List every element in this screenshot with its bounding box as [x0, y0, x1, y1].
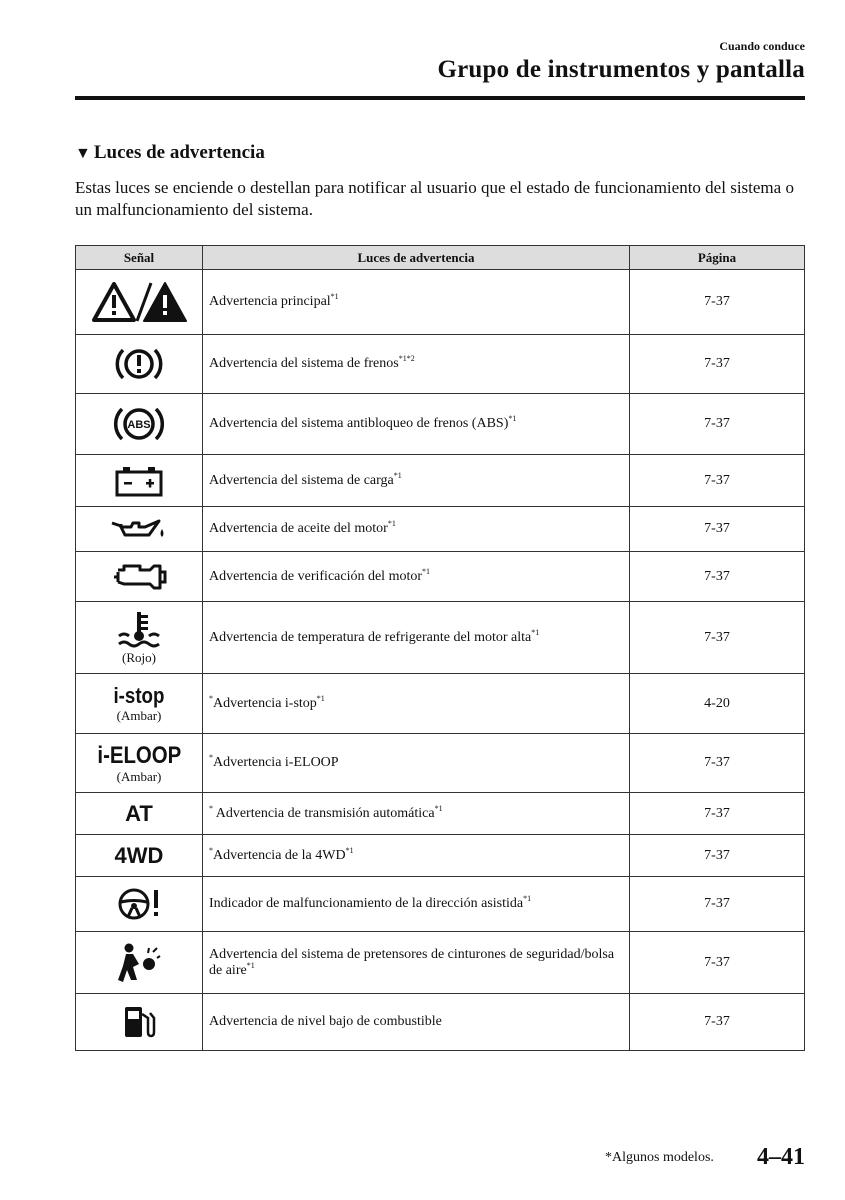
prefix-asterisk: *: [209, 803, 213, 813]
warning-label: Indicador de malfuncionamiento de la dirección asistida: [209, 896, 524, 911]
signal-cell: [76, 507, 203, 552]
page-cell: 7-37: [630, 335, 805, 394]
footnote-ref: *1: [393, 470, 402, 480]
page-cell: 7-37: [630, 835, 805, 877]
warning-label-cell: [203, 394, 630, 455]
warning-label: Advertencia i-ELOOP: [213, 755, 339, 770]
signal-cell: [76, 455, 203, 507]
table-row: [76, 507, 805, 552]
table-row: [76, 270, 805, 335]
warning-label-cell: [203, 793, 630, 835]
header-signal: Señal: [76, 246, 203, 270]
table-row: [76, 394, 805, 455]
section-label: Cuando conduce: [719, 39, 805, 53]
sub-heading-text: Luces de advertencia: [93, 142, 265, 163]
header-warning-lights: Luces de advertencia: [203, 246, 630, 270]
page-cell: 7-37: [630, 793, 805, 835]
warning-label-cell: [203, 507, 630, 552]
warning-label: Advertencia de temperatura de refrigerante del motor alta: [209, 629, 532, 645]
warning-label-cell: [203, 455, 630, 507]
warning-label-cell: [203, 994, 630, 1051]
page-cell: 7-37: [630, 877, 805, 932]
table-row: [76, 793, 805, 835]
abs-icon-text: ABS: [127, 419, 151, 431]
warning-label: Advertencia principal: [209, 294, 331, 309]
prefix-asterisk: *: [209, 845, 213, 855]
signal-cell: [76, 793, 203, 835]
footnote-ref: *1: [246, 960, 255, 970]
warning-label-cell: [203, 734, 630, 793]
footnote: *Algunos modelos.: [605, 1150, 714, 1165]
signal-cell: [76, 734, 203, 793]
4wd-icon: 4WD: [114, 842, 164, 868]
sub-heading: [75, 142, 265, 164]
warning-label: Advertencia de verificación del motor: [209, 568, 423, 584]
signal-cell: [76, 932, 203, 994]
table-header-row: [76, 246, 805, 270]
warning-label: Advertencia del sistema de carga: [209, 472, 394, 488]
title-rule: [75, 96, 805, 100]
signal-cell: [76, 674, 203, 734]
i-stop-icon: i-stop: [113, 683, 165, 708]
header-page: Página: [630, 246, 805, 270]
warning-label-cell: [203, 877, 630, 932]
brake-warning-icon: [113, 344, 165, 384]
warning-label: Advertencia del sistema de pretensores de cinturones de seguridad/bolsa de aire: [209, 946, 615, 978]
warning-label: Advertencia de nivel bajo de combustible: [209, 1014, 442, 1029]
i-eloop-icon: i-ELOOP: [97, 741, 181, 769]
power-steering-icon: [114, 886, 164, 922]
warning-label: Advertencia de la 4WD: [213, 847, 346, 863]
page-cell: 7-37: [630, 994, 805, 1051]
table-row: [76, 674, 805, 734]
footnote-ref: *1: [387, 519, 396, 528]
footnote-ref: *1: [422, 566, 431, 576]
signal-cell: [76, 994, 203, 1051]
icon-caption: (Ambar): [116, 768, 162, 784]
signal-cell: [76, 394, 203, 455]
page-cell: 7-37: [630, 552, 805, 602]
oil-can-icon: [109, 515, 169, 543]
page-cell: 7-37: [630, 394, 805, 455]
signal-cell: [76, 602, 203, 674]
signal-cell: [76, 270, 203, 335]
footnote-ref: *1: [508, 414, 517, 423]
footnote-ref: *1: [531, 627, 540, 637]
table-row: [76, 455, 805, 507]
footnote-ref: *1: [345, 845, 354, 855]
table-row: [76, 932, 805, 994]
page-cell: 7-37: [630, 270, 805, 335]
signal-cell: [76, 877, 203, 932]
page-number: 4–41: [757, 1144, 805, 1170]
intro-paragraph: Estas luces se enciende o destellan para notificar al usuario que el estado de funcionamiento del sistema o un malfuncionamiento del sistema.: [75, 178, 794, 219]
warning-label-cell: [203, 674, 630, 734]
signal-cell: [76, 552, 203, 602]
triangle-marker-icon: ▼: [75, 145, 91, 162]
prefix-asterisk: *: [209, 693, 213, 703]
warning-label: Advertencia de transmisión automática: [213, 805, 435, 821]
warning-label-cell: [203, 602, 630, 674]
warning-lights-table: [75, 245, 805, 1051]
footnote-ref: *1: [434, 803, 443, 813]
battery-icon: [114, 464, 164, 498]
warning-label: Advertencia de aceite del motor: [209, 521, 388, 536]
abs-warning-icon: [111, 403, 167, 445]
warning-label-cell: [203, 552, 630, 602]
signal-cell: [76, 835, 203, 877]
footnote-ref: *1: [330, 292, 339, 301]
page-cell: 7-37: [630, 455, 805, 507]
at-icon: AT: [125, 800, 153, 826]
signal-cell: [76, 335, 203, 394]
warning-label-cell: [203, 932, 630, 994]
warning-label: Advertencia del sistema de frenos: [209, 356, 399, 371]
warning-label-cell: [203, 270, 630, 335]
page-cell: 7-37: [630, 734, 805, 793]
page-title: Grupo de instrumentos y pantalla: [437, 56, 805, 83]
icon-caption: (Rojo): [122, 650, 156, 665]
table-row: [76, 734, 805, 793]
master-warning-icon: [91, 279, 187, 325]
table-row: [76, 552, 805, 602]
warning-label-cell: [203, 335, 630, 394]
footnote-ref: *1: [523, 894, 532, 903]
footnote-ref: *1: [316, 693, 325, 703]
prefix-asterisk: *: [209, 753, 213, 762]
coolant-temperature-icon: [116, 610, 162, 650]
page-cell: 7-37: [630, 932, 805, 994]
table-row: [76, 835, 805, 877]
page-cell: 7-37: [630, 507, 805, 552]
warning-label-cell: [203, 835, 630, 877]
table-row: [76, 877, 805, 932]
check-engine-icon: [110, 560, 168, 594]
page-cell: 7-37: [630, 602, 805, 674]
airbag-icon: [117, 942, 161, 984]
fuel-icon: [122, 1004, 156, 1040]
table-row: [76, 335, 805, 394]
table-row: [76, 602, 805, 674]
table-row: [76, 994, 805, 1051]
page-cell: 4-20: [630, 674, 805, 734]
warning-label: Advertencia del sistema antibloqueo de frenos (ABS): [209, 416, 509, 431]
icon-caption: (Ambar): [116, 708, 162, 723]
footnote-ref: *1*2: [398, 354, 415, 363]
warning-label: Advertencia i-stop: [213, 695, 317, 711]
